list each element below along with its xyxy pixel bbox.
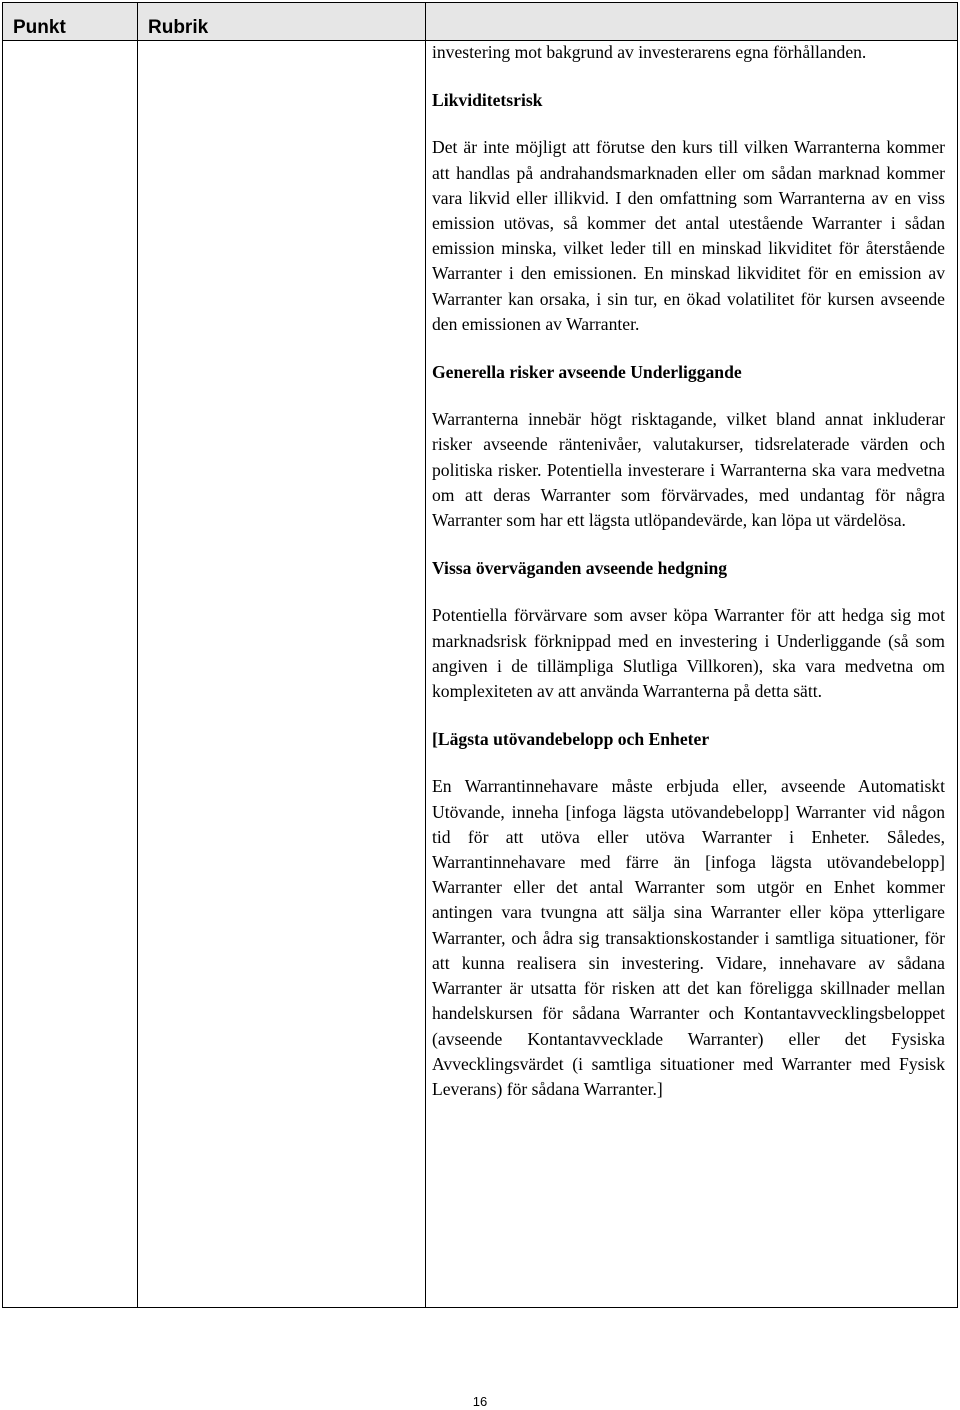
- section-paragraph-likviditetsrisk: Det är inte möjligt att förutse den kurs till vilken Warranterna kommer att handlas på andrahandsmarknaden eller om sådan marknad kommer vara likvid eller illikvid. I den omfattning som Warranterna av en viss emission utövas, så kommer det antal utestående Warranter i sådan emission minska, vilket leder till en minskad likviditet för återstående Warranter i den emissionen. En minskad likviditet för en emission av Warranter kan orsaka, i sin tur, en ökad volatilitet för kursen avseende den emissionen av Warranter.: [432, 137, 945, 334]
- section-heading-lagsta-utovandebelopp: [Lägsta utövandebelopp och Enheter: [432, 728, 710, 749]
- page-number: 16: [472, 1394, 488, 1409]
- punkt-column-cell: [3, 41, 138, 1307]
- intro-paragraph: investering mot bakgrund av investerarens egna förhållanden.: [432, 42, 867, 62]
- section-heading-likviditetsrisk: Likviditetsrisk: [432, 89, 543, 110]
- section-heading-generella-risker: Generella risker avseende Underliggande: [432, 361, 742, 382]
- section-heading-hedgning: Vissa överväganden avseende hedgning: [432, 557, 728, 578]
- section-paragraph-lagsta-utovandebelopp: En Warrantinnehavare måste erbjuda eller, avseende Automatiskt Utövande, inneha [infoga lägsta utövandebelopp] Warranter vid någon tid för att utöva eller utöva Warranter i Enheter. Således, Warrantinnehavare med färre än [infoga lägsta utövandebelopp] Warranter eller det antal Warranter som utgör en Enhet kommer antingen vara tvungna att sälja sina Warranter eller köpa ytterligare Warranter, och ådra sig transaktionskostander i samtliga situationer, för att kunna realisera sin investering. Vidare, innehavare av sådana Warranter är utsatta för risken att det kan föreligga skillnader mellan handelskursen för sådana Warranter och Kontantavvecklingsbeloppet (avseende Kontantavvecklade Warranter) eller det Fysiska Avvecklingsvärdet (i samtliga situationer med Warranter med Fysisk Leverans) för sådana Warranter.]: [432, 776, 945, 1099]
- rubrik-column-cell: [138, 41, 426, 1307]
- rubrik-header-cell: [138, 3, 426, 41]
- section-paragraph-hedgning: Potentiella förvärvare som avser köpa Warranter för att hedga sig mot marknadsrisk förknippad med en investering i Underliggande (så som angiven i de tillämpliga Slutliga Villkoren), ska vara medvetna om komplexiteten av att använda Warranterna på detta sätt.: [432, 605, 945, 702]
- punkt-header-cell: [3, 3, 138, 41]
- content-header-cell: [426, 3, 957, 41]
- content-cell: [432, 40, 945, 1102]
- punkt-header: Punkt: [13, 17, 66, 38]
- section-paragraph-generella-risker: Warranterna innebär högt risktagande, vilket bland annat inkluderar risker avseende räntenivåer, valutakurser, tidsrelaterade värden och politiska risker. Potentiella investerare i Warranterna ska vara medvetna om att deras Warranter som förvärvades, med undantag för några Warranter som har ett lägsta utlöpandevärde, kan löpa ut värdelösa.: [432, 409, 945, 531]
- rubrik-header: Rubrik: [148, 17, 209, 38]
